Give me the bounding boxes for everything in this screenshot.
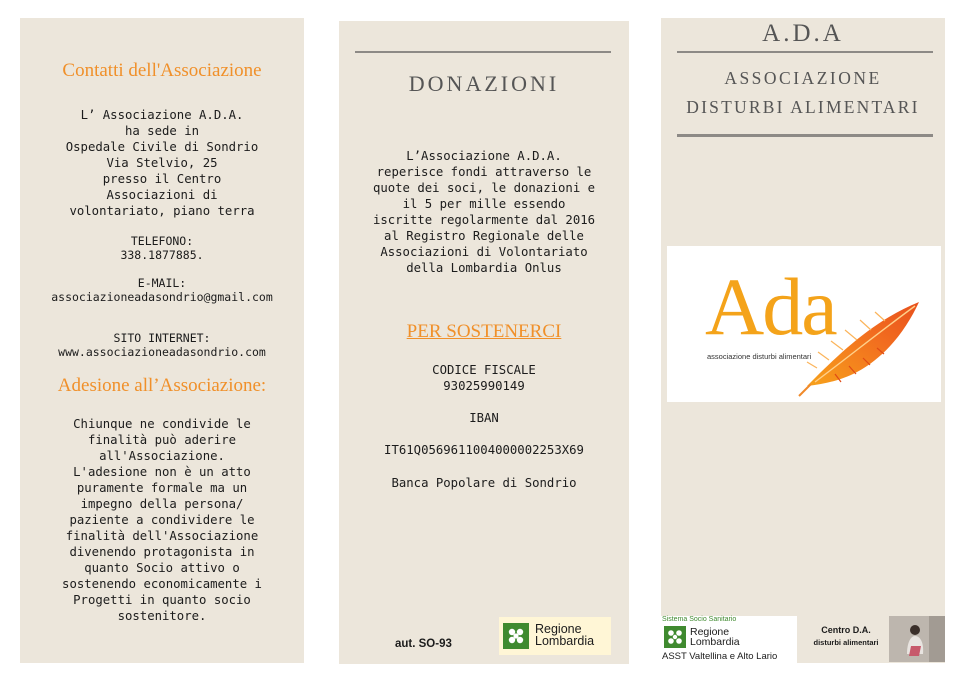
tax-code: CODICE FISCALE 93025990149 [432,363,536,393]
donations-panel [339,21,629,664]
lombardia-label: Lombardia [690,636,740,648]
phone-info: TELEFONO: 338.1877885. [120,234,204,262]
footer-logos [661,616,945,663]
contacts-panel [20,18,304,663]
lombardia-rose-icon [664,626,688,650]
bank-name: Banca Popolare di Sondrio [391,476,577,490]
logo-tagline: associazione disturbi alimentari [707,352,812,361]
asst-label: ASST Valtellina e Alto Lario [662,651,778,662]
website-info: SITO INTERNET: www.associazioneadasondrio.com [58,331,266,359]
regione-lombardia-logo [499,617,611,655]
lombardia-label: Lombardia [535,634,595,648]
cover-subtitle-line2: DISTURBI ALIMENTARI [686,97,920,117]
support-title: PER SOSTENERCI [406,321,562,342]
membership-title: Adesione all’Associazione: [57,375,267,396]
iban-value: IT61Q0569611004000002253X69 [384,443,584,457]
person-photo [889,616,945,662]
authorization-code: aut. SO-93 [395,638,452,650]
divider-line [355,51,611,53]
donations-title: DONAZIONI [408,71,560,96]
centro-line2: disturbi alimentari [813,638,879,647]
regione-label: Regione [535,622,582,636]
centro-da-label [801,616,891,663]
asst-logo [661,616,797,663]
cover-title: A.D.A [762,20,844,47]
regione-label: Regione [690,626,730,638]
ada-logo [667,246,941,402]
divider-line [677,51,933,53]
person-icon [889,616,945,662]
divider-line-thick [677,134,933,137]
system-label: Sistema Socio Sanitario [662,616,737,623]
donations-text: L’Associazione A.D.A. reperisce fondi attraverso le quote dei soci, le donazioni e il 5 per mille essendo iscritte regolarmente dal 2016 al Registro Regionale delle Associazioni di Volontariato della Lombardia Onlus [372,149,596,275]
centro-line1: Centro D.A. [821,625,871,635]
association-address: L’ Associazione A.D.A. ha sede in Ospedale Civile di Sondrio Via Stelvio, 25 presso il Centro Associazioni di volontariato, piano terra [65,108,259,218]
cover-subtitle-line1: ASSOCIAZIONE [724,68,882,88]
email-info: E-MAIL: associazioneadasondrio@gmail.com [51,276,273,304]
membership-text: Chiunque ne condivide le finalità può aderire all'Associazione. L'adesione non è un atto puramente formale ma un impegno della persona/ paziente a condividere le finalità dell'Associazione divenendo protagonista in quanto Socio attivo o sostenendo economicamente i Progetti in quanto socio sostenitore. [62,417,262,623]
cover-panel [661,18,945,663]
iban-label: IBAN [469,411,499,425]
logo-word: Ada [705,261,836,352]
contacts-title: Contatti dell'Associazione [62,60,262,81]
